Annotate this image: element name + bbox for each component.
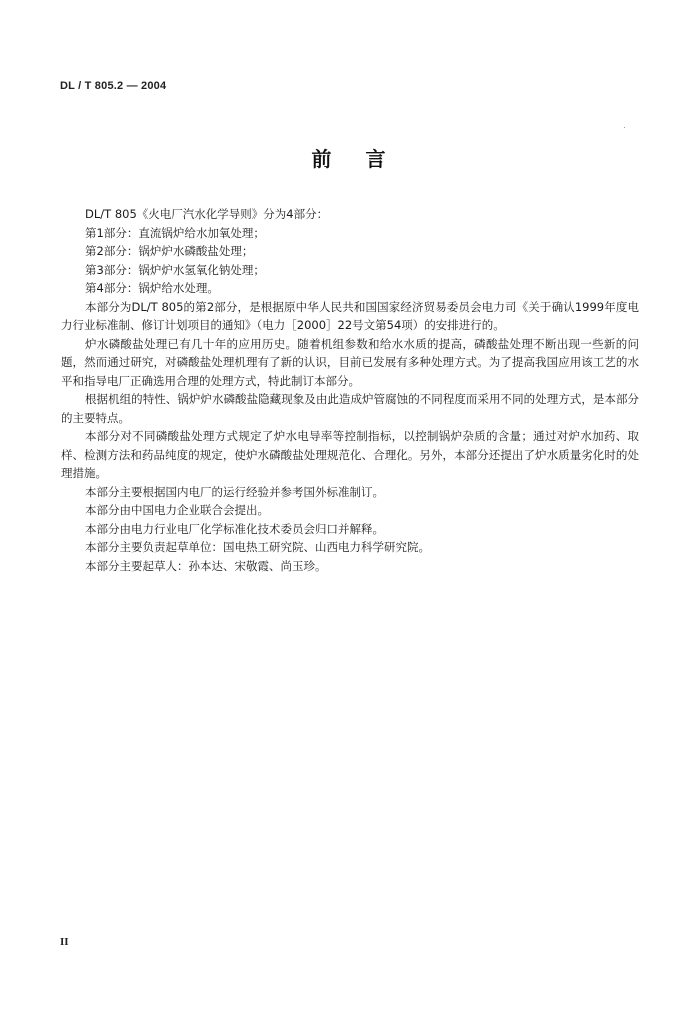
paragraph-reference: 本部分主要根据国内电厂的运行经验并参考国外标准制订。: [85, 484, 384, 499]
paragraph-part-4: 第4部分：锅炉给水处理。: [85, 281, 219, 295]
scan-speck: [624, 127, 625, 128]
page-number: II: [60, 936, 69, 948]
paragraph-series-intro: DL/T 805《火电厂汽水化学导则》分为4部分：: [85, 207, 329, 221]
paragraph-features: 根据机组的特性、锅炉炉水磷酸盐隐藏现象及由此造成炉管腐蚀的不同程度而采用不同的处理方式，是本部分的主要特点。: [61, 392, 639, 425]
paragraph-drafters: 本部分主要起草人：孙本达、宋敬霞、尚玉珍。: [85, 558, 327, 573]
paragraph-part-3: 第3部分：锅炉炉水氢氧化钠处理；: [85, 262, 265, 277]
paragraph-proposer: 本部分由中国电力企业联合会提出。: [85, 503, 269, 517]
paragraph-part-1: 第1部分：直流锅炉给水加氧处理；: [85, 225, 265, 240]
paragraph-interpreter: 本部分由电力行业电厂化学标准化技术委员会归口并解释。: [85, 521, 384, 536]
paragraph-history: 炉水磷酸盐处理已有几十年的应用历史。随着机组参数和给水水质的提高，磷酸盐处理不断出现一些新的问题，然而通过研究，对磷酸盐处理机理有了新的认识，目前已发展有多种处理方式。为了提高我国应用该工艺的水平和指导电厂正确选用合理的处理方式，特此制订本部分。: [61, 336, 639, 388]
paragraph-drafting-units: 本部分主要负责起草单位：国电热工研究院、山西电力科学研究院。: [85, 540, 430, 554]
paragraph-basis: 本部分为DL/T 805的第2部分，是根据原中华人民共和国国家经济贸易委员会电力司《关于确认1999年度电力行业标准制、修订计划项目的通知》（电力［2000］22号文第54项）的安排进行的。: [61, 299, 639, 332]
foreword-body: [61, 205, 639, 575]
page-title: 前言: [311, 147, 420, 171]
standard-code-header: DL / T 805.2 — 2004: [60, 80, 167, 92]
paragraph-scope: 本部分对不同磷酸盐处理方式规定了炉水电导率等控制指标，以控制锅炉杂质的含量；通过对炉水加药、取样、检测方法和药品纯度的规定，使炉水磷酸盐处理规范化、合理化。另外，本部分还提出了炉水质量劣化时的处理措施。: [61, 429, 639, 480]
paragraph-part-2: 第2部分：锅炉炉水磷酸盐处理；: [85, 244, 254, 258]
